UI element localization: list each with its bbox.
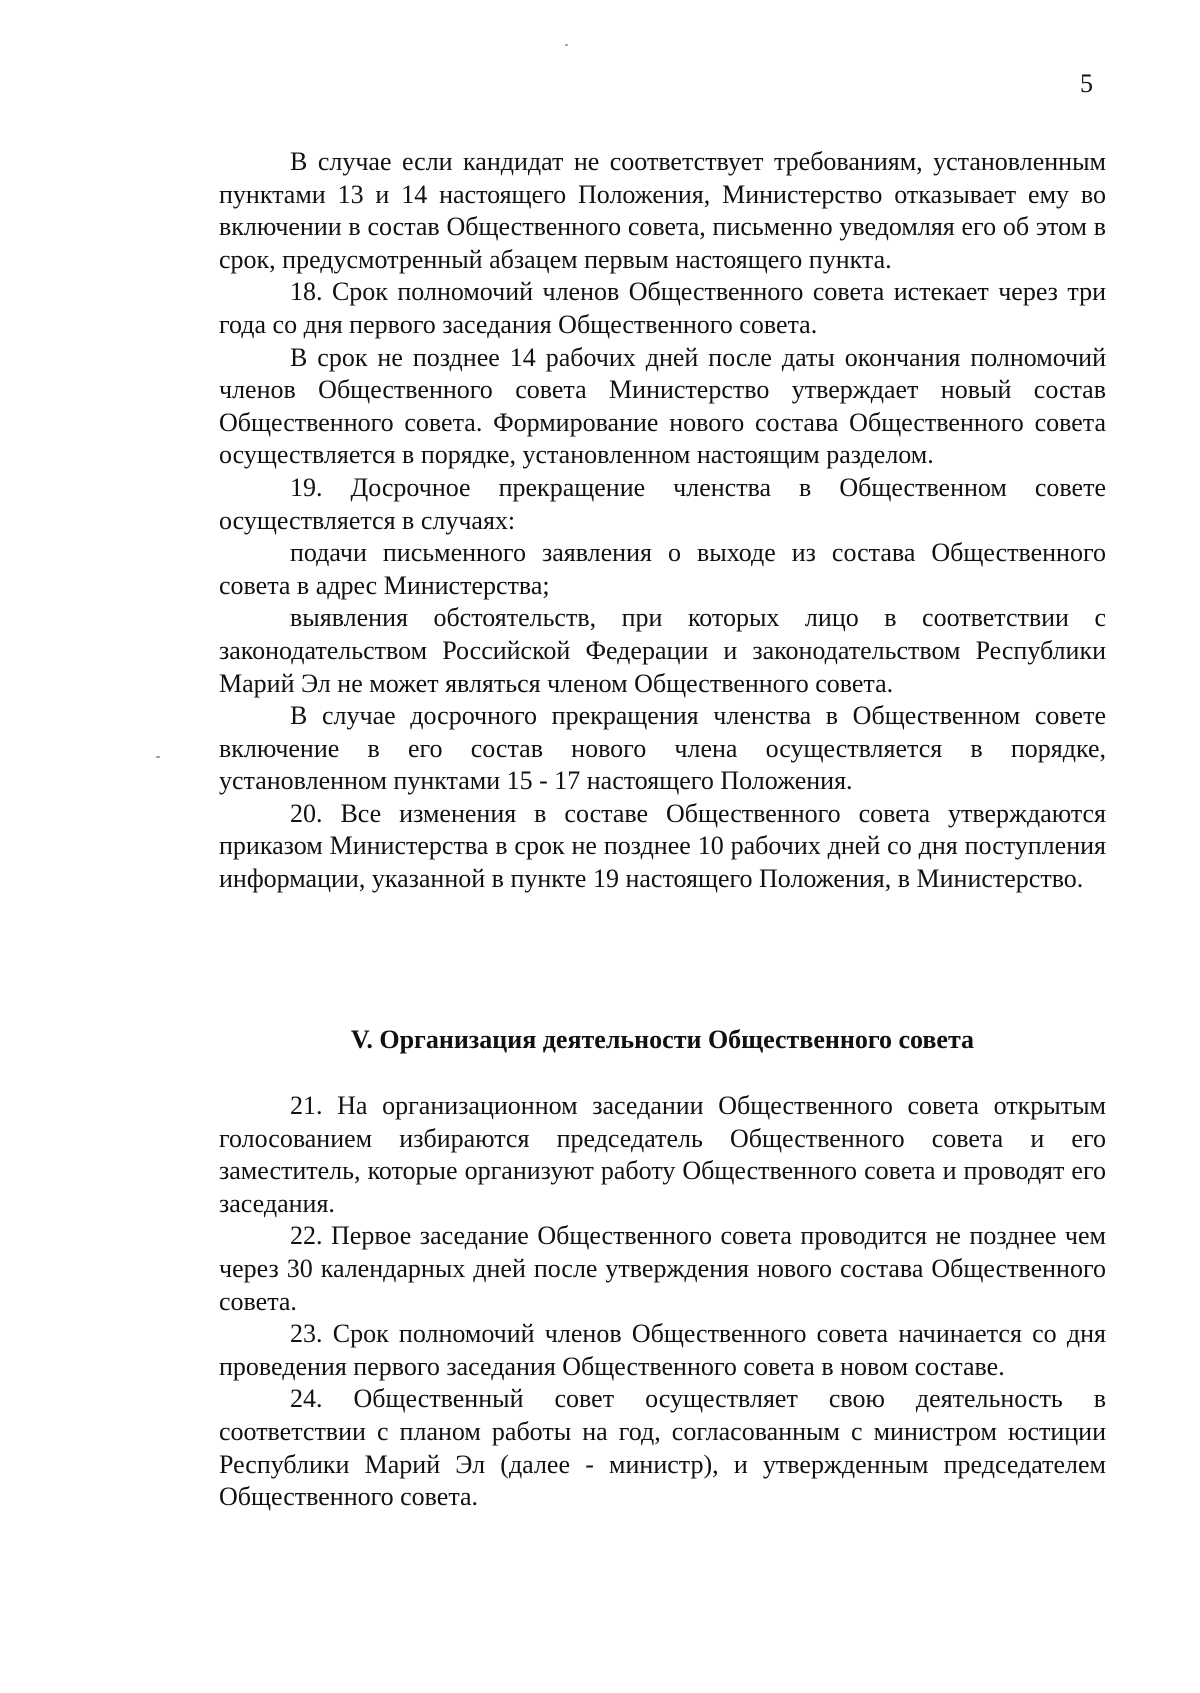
paragraph-20-changes: 20. Все изменения в составе Общественного совета утверждаются приказом Министерства в срок не позднее 10 рабочих дней со дня поступления информации, указанной в пункте 19 настоящего Положения, в Министерство. xyxy=(219,798,1106,894)
paragraph-21-organizational-meeting: 21. На организационном заседании Общественного совета открытым голосованием избираются председатель Общественного совета и его заместитель, которые организуют работу Общественного совета и проводят его заседания. xyxy=(219,1091,1106,1218)
paragraph-new-composition: В срок не позднее 14 рабочих дней после даты окончания полномочий членов Общественного совета Министерство утверждает новый состав Общественного совета. Формирование нового состава Общественного совета осуществляется в порядке, установленном настоящим разделом. xyxy=(219,342,1106,470)
paragraph-written-application: подачи письменного заявления о выходе из состава Общественного совета в адрес Министерства; xyxy=(219,538,1106,600)
scan-artifact-top xyxy=(565,44,568,46)
section-heading: V. Организация деятельности Общественного совета xyxy=(350,1025,975,1054)
paragraph-candidate-refusal: В случае если кандидат не соответствует требованиям, установленным пунктами 13 и 14 настоящего Положения, Министерство отказывает ему во включении в состав Общественного совета, письменно уведомляя его об этом в срок, предусмотренный абзацем первым настоящего пункта. xyxy=(219,147,1106,274)
paragraph-18-term: 18. Срок полномочий членов Общественного совета истекает через три года со дня первого заседания Общественного совета. xyxy=(219,277,1106,339)
document-body-bottom xyxy=(219,1090,1106,1514)
paragraph-circumstances: выявления обстоятельств, при которых лицо в соответствии с законодательством Российской Федерации и законодательством Республики Марий Эл не может являться членом Общественного совета. xyxy=(219,603,1106,698)
scan-artifact-left xyxy=(156,756,160,758)
paragraph-23-term-start: 23. Срок полномочий членов Общественного совета начинается со дня проведения первого заседания Общественного совета в новом составе. xyxy=(219,1319,1106,1381)
paragraph-19-early-termination: 19. Досрочное прекращение членства в Общественном совете осуществляется в случаях: xyxy=(219,472,1106,535)
paragraph-22-first-meeting: 22. Первое заседание Общественного совета проводится не позднее чем через 30 календарных дней после утверждения нового состава Общественного совета. xyxy=(219,1221,1106,1316)
paragraph-24-work-plan: 24. Общественный совет осуществляет свою деятельность в соответствии с планом работы на год, согласованным с министром юстиции Республики Марий Эл (далее - министр), и утвержденным председателем Общественного совета. xyxy=(219,1384,1106,1512)
paragraph-replacement-member: В случае досрочного прекращения членства в Общественном совете включение в его состав нового члена осуществляется в порядке, установленном пунктами 15 - 17 настоящего Положения. xyxy=(219,701,1106,796)
document-body-top xyxy=(219,146,1106,896)
page-number: 5 xyxy=(1080,69,1093,98)
